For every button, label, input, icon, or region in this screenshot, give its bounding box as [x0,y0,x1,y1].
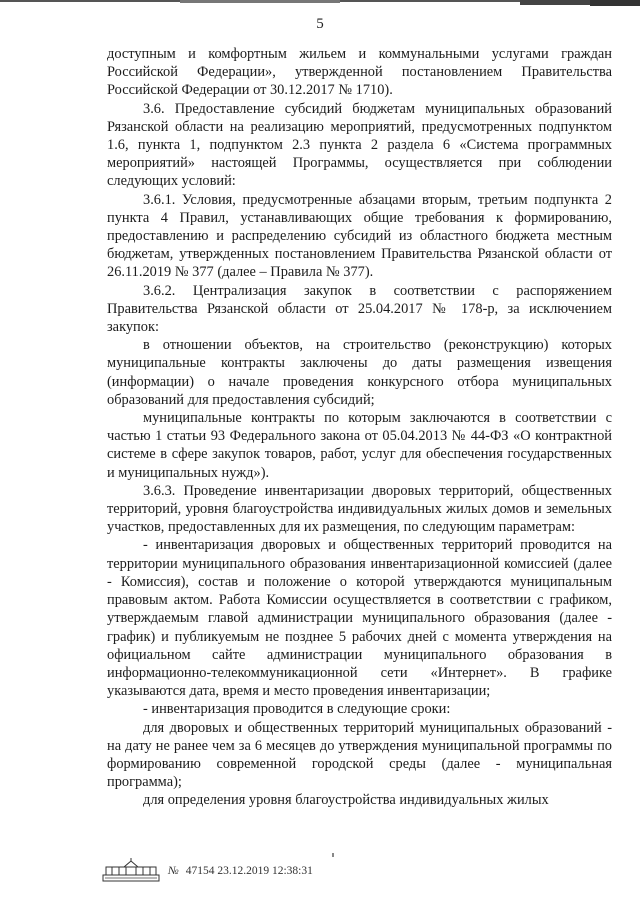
document-id: 47154 [185,865,215,877]
timestamp: 23.12.2019 12:38:31 [217,865,313,877]
paragraph: 3.6.2. Централизация закупок в соответствии с распоряжением Правительства Рязанской области от 25.04.2017 № 178-р, за исключением закупок: [107,282,612,336]
page-number: 5 [316,16,324,32]
paragraph: муниципальные контракты по которым заключаются в соответствии с частью 1 статьи 93 Федерального закона от 05.04.2013 № 44-ФЗ «О контрактной системе в сфере закупок товаров, работ, услуг для обеспечения государственных и муниципальных нужд»). [107,410,612,481]
building-logo-icon [102,858,160,882]
paragraph: 3.6.3. Проведение инвентаризации дворовых территорий, общественных территорий, уровня благоустройства индивидуальных жилых домов и земельных участков, предоставленных для их размещения, по следующим параметрам: [107,482,612,536]
paragraph: для определения уровня благоустройства индивидуальных жилых [143,792,549,809]
document-body [107,45,612,810]
scan-top-edge [0,0,640,6]
registration-stamp [168,865,313,877]
paragraph: 3.6. Предоставление субсидий бюджетам муниципальных образований Рязанской области на реализацию мероприятий, предусмотренных подпунктом 1.6, пункта 1, подпунктом 2.3 пункта 2 раздела 6 «Система программных мероприятий» настоящей Программы, осуществляется при соблюдении следующих условий: [107,100,612,190]
scan-mark [332,853,334,857]
document-footer [102,858,522,882]
paragraph: для дворовых и общественных территорий муниципальных образований - на дату не ранее чем за 6 месяцев до утверждения муниципальной программы по формированию современной городской среды (далее - муниципальная программа); [107,719,612,791]
paragraph: 3.6.1. Условия, предусмотренные абзацами вторым, третьим подпункта 2 пункта 4 Правил, устанавливающих общие требования к формированию, предоставлению и распределению субсидий из областного бюджета местным бюджетам, утвержденных постановлением Правительства Рязанской области от 26.11.2019 № 377 (далее – Правила № 377). [107,191,612,281]
paragraph: доступным и комфортным жильем и коммунальными услугами граждан Российской Федерации», утвержденной постановлением Правительства Российской Федерации от 30.12.2017 № 1710). [107,46,612,99]
paragraph: - инвентаризация дворовых и общественных территорий проводится на территории муниципального образования инвентаризационной комиссией (далее - Комиссия), состав и положение о которой утверждаются муниципальным правовым актом. Работа Комиссии осуществляется в соответствии с графиком, утверждаемым главой администрации муниципального образования (далее - график) и публикуемым не позднее 5 рабочих дней с момента утверждения на официальном сайте администрации муниципального образования в информационно-телекоммуникационной сети «Интернет». В графике указываются дата, время и место проведения инвентаризации; [107,537,612,700]
number-sign: № [168,865,179,877]
paragraph: - инвентаризация проводится в следующие сроки: [143,701,451,718]
paragraph: в отношении объектов, на строительство (реконструкцию) которых муниципальные контракты заключены до даты размещения извещения (информации) о начале проведения конкурсного отбора муниципальных образований для предоставления субсидий; [107,337,612,408]
